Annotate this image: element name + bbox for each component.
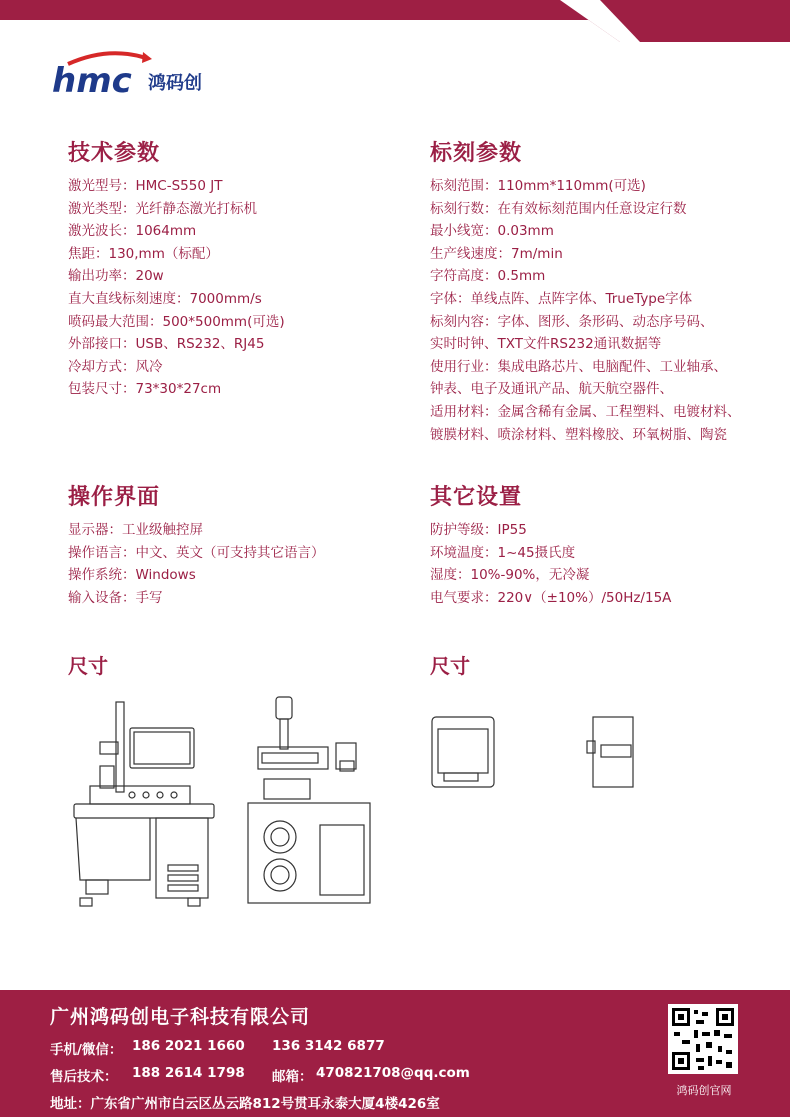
other-setting-row: 防护等级：IP55 bbox=[430, 522, 527, 538]
marking-param-row: 字体：单线点阵、点阵字体、TrueType字体 bbox=[430, 290, 693, 307]
marking-param-row: 使用行业：集成电路芯片、电脑配件、工业轴承、 bbox=[430, 358, 727, 375]
other-settings-section bbox=[430, 480, 671, 609]
machine-front-drawing bbox=[70, 700, 230, 915]
tech-param-row: 激光型号：HMC-S550 JT bbox=[68, 178, 223, 194]
tech-param-row: 激光类型：光纤静态激光打标机 bbox=[68, 200, 257, 217]
marking-param-row: 字符高度：0.5mm bbox=[430, 268, 546, 285]
ui-param-row: 操作语言：中文、英文（可支持其它语言） bbox=[68, 544, 325, 561]
marking-param-row: 生产线速度：7m/min bbox=[430, 245, 563, 262]
tech-param-row: 输出功率：20w bbox=[68, 268, 164, 285]
qr-code-label: 鸿码创官网 bbox=[676, 1084, 732, 1097]
tech-param-row: 喷码最大范围：500*500mm(可选) bbox=[68, 313, 285, 330]
marking-param-row: 实时时钟、TXT文件RS232通讯数据等 bbox=[430, 336, 662, 353]
company-name: 广州鸿码创电子科技有限公司 bbox=[50, 1006, 311, 1028]
tech-param-row: 直大直线标刻速度：7000mm/s bbox=[68, 290, 262, 307]
logo-mark-icon bbox=[48, 44, 238, 104]
ui-param-row: 操作系统：Windows bbox=[68, 567, 196, 584]
ui-param-row: 显示器：工业级触控屏 bbox=[68, 522, 203, 538]
phone-1: 186 2021 1660 bbox=[132, 1038, 245, 1054]
email-label: 邮箱： bbox=[272, 1069, 313, 1085]
marking-param-row: 标刻范围：110mm*110mm(可选) bbox=[430, 178, 646, 194]
top-band-accent bbox=[0, 0, 790, 42]
brand-logo bbox=[48, 44, 238, 104]
qr-code-icon bbox=[668, 1004, 738, 1074]
other-settings-title: 其它设置 bbox=[430, 485, 523, 510]
other-setting-row: 湿度：10%-90%，无冷凝 bbox=[430, 567, 590, 584]
service-phone: 188 2614 1798 bbox=[132, 1065, 245, 1081]
tech-param-row: 外部接口：USB、RS232、RJ45 bbox=[68, 336, 265, 353]
dimensions-title-left: 尺寸 bbox=[68, 654, 108, 678]
other-settings-list bbox=[430, 519, 671, 609]
tech-params-title: 技术参数 bbox=[68, 141, 161, 166]
tech-param-row: 激光波长：1064mm bbox=[68, 223, 197, 240]
marking-param-row: 最小线宽：0.03mm bbox=[430, 223, 554, 240]
marking-param-row: 钟表、电子及通讯产品、航天航空器件、 bbox=[430, 381, 673, 398]
marking-param-row: 镀膜材料、喷涂材料、塑料橡胶、环氧树脂、陶瓷 bbox=[430, 426, 727, 443]
machine-side-drawing bbox=[240, 695, 380, 915]
tech-param-row: 焦距：130,mm（标配） bbox=[68, 245, 219, 262]
dimensions-title-right: 尺寸 bbox=[430, 654, 470, 678]
phone-label: 手机/微信： bbox=[50, 1042, 123, 1058]
svg-text:鸿码创: 鸿码创 bbox=[148, 73, 202, 94]
other-setting-row: 环境温度：1~45摄氏度 bbox=[430, 544, 576, 561]
svg-text:hmc: hmc bbox=[52, 61, 132, 101]
tech-params-list bbox=[68, 175, 285, 401]
marking-params-section bbox=[430, 136, 741, 446]
marking-params-list bbox=[430, 175, 741, 446]
ui-params-title: 操作界面 bbox=[68, 485, 161, 510]
tech-param-row: 冷却方式：风冷 bbox=[68, 358, 163, 375]
marking-param-row: 标刻内容：字体、图形、条形码、动态序号码、 bbox=[430, 313, 714, 330]
ui-params-list bbox=[68, 519, 325, 609]
footer bbox=[0, 990, 790, 1117]
ui-param-row: 输入设备：手写 bbox=[68, 589, 163, 606]
marking-param-row: 适用材料：金属含稀有金属、工程塑料、电镀材料、 bbox=[430, 403, 741, 420]
address: 地址：广东省广州市白云区丛云路812号贯耳永泰大厦4楼426室 bbox=[50, 1096, 440, 1112]
tech-params-section bbox=[68, 136, 285, 401]
marking-param-row: 标刻行数：在有效标刻范围内任意设定行数 bbox=[430, 200, 687, 217]
phone-2: 136 3142 6877 bbox=[272, 1038, 385, 1054]
package-front-drawing bbox=[430, 715, 498, 790]
other-setting-row: 电气要求：220∨（±10%）/50Hz/15A bbox=[430, 589, 672, 606]
email-address: 470821708@qq.com bbox=[316, 1065, 470, 1081]
package-side-drawing bbox=[585, 715, 641, 790]
service-label: 售后技术： bbox=[50, 1069, 118, 1085]
ui-params-section bbox=[68, 480, 325, 609]
marking-params-title: 标刻参数 bbox=[430, 141, 523, 166]
tech-param-row: 包装尺寸：73*30*27cm bbox=[68, 381, 222, 398]
